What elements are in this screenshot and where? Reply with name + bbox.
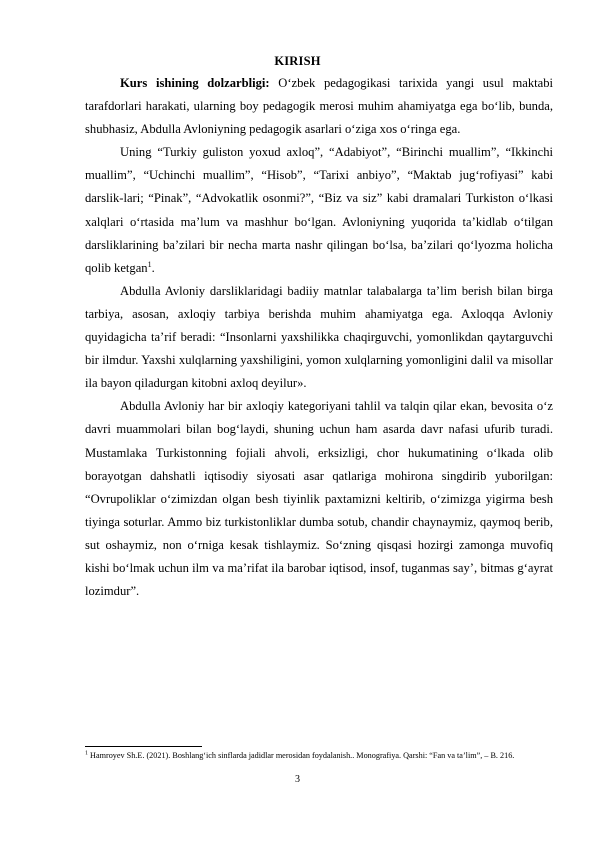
body-text [85,72,553,603]
footnote [85,750,555,762]
paragraph-text-end: . [151,260,155,275]
paragraph-analysis [85,395,553,603]
paragraph-text: Abdulla Avloniy darsliklaridagi badiiy matnlar talabalarga ta’lim berish bilan birga tarbiya, asosan, axloqiy tarbiya berishda muhim ahamiyatga ega. Axloqqa Avloniy quyidagicha ta’rif beradi: “Insonlarni yaxshilikka chaqirguvchi, yomonlikdan qaytarguvchi bir ilmdur. Yaxshi xulqlarning yaxshiligini, yomon xulqlarning yomonligini dalil va misollar ila bayon qiladurgan kitobni axloq deyilur». [85,283,553,391]
paragraph-text: Uning “Turkiy guliston yoxud axloq”, “Adabiyot”, “Birinchi muallim”, “Ikkinchi muallim”, “Uchinchi muallim”, “Hisob”, “Tarixi anbiyo”, “Maktab jug‘rofiyasi” kabi darslik-lari; “Pinak”, “Advokatlik osonmi?”, “Biz va siz” kabi dramalari Turkiston o‘lkasi xalqlari o‘rtasida ma’lum va mashhur bo‘lgan. Avloniyning yuqorida ta’kidlab o‘tilgan darsliklarining ba’zilari bir necha marta nashr qilingan bo‘lsa, ba’zilari qo‘lyozma holicha qolib ketgan [85,145,553,275]
paragraph-works [85,141,553,280]
footnote-divider [85,746,202,747]
paragraph-text: O‘zbek pedagogikasi tarixida yangi usul maktabi tarafdorlari harakati, ularning boy pedagogik merosi muhim ahamiyatga ega bo‘lib, bunda, shubhasiz, Abdulla Avloniyning pedagogik asarlari o‘ziga xos o‘ringa ega. [85,76,554,137]
paragraph-relevance [85,72,553,141]
footnote-reference[interactable]: 1 [147,259,152,269]
paragraph-text: Abdulla Avloniy har bir axloqiy kategoriyani tahlil va talqin qilar ekan, bevosita o‘z davri muammolari bilan bog‘laydi, shuning uchun ham asarda davr nafasi ufurib turadi. Mustamlaka Turkistonning fojiali ahvoli, erksizligi, chor hukumatining o‘lkada olib borayotgan dahshatli iqtisodiy siyosati asar qatlariga mohirona singdirib yuborilgan: “Ovrupoliklar o‘zimizdan olgan besh tiyinlik paxtamizni keltirib, o‘zimizga yigirma besh tiyinga soturlar. Ammo biz turkistonliklar dumba sotub, chandir chaynaymiz, qaymoq berib, sut oshaymiz, non o‘rniga kesak tishlaymiz. So‘zning qisqasi hozirgi zamonga muvofiq kishi bo‘lmak uchun ilm va ma’rifat ila barobar iqtisod, insof, tuganmas say’, bitmas g‘ayrat lozimdur”. [85,399,553,599]
page-number: 3 [295,774,300,785]
paragraph-ethics [85,280,553,395]
paragraph-lead: Kurs ishining dolzarbligi: [120,76,270,90]
footnote-marker: 1 [85,750,88,757]
section-title: KIRISH [274,54,321,68]
footnote-text: Hamroyev Sh.E. (2021). Boshlang‘ich sinflarda jadidlar merosidan foydalanish.. Monografiya. Qarshi: “Fan va ta’lim”, – B. 216. [88,751,515,760]
